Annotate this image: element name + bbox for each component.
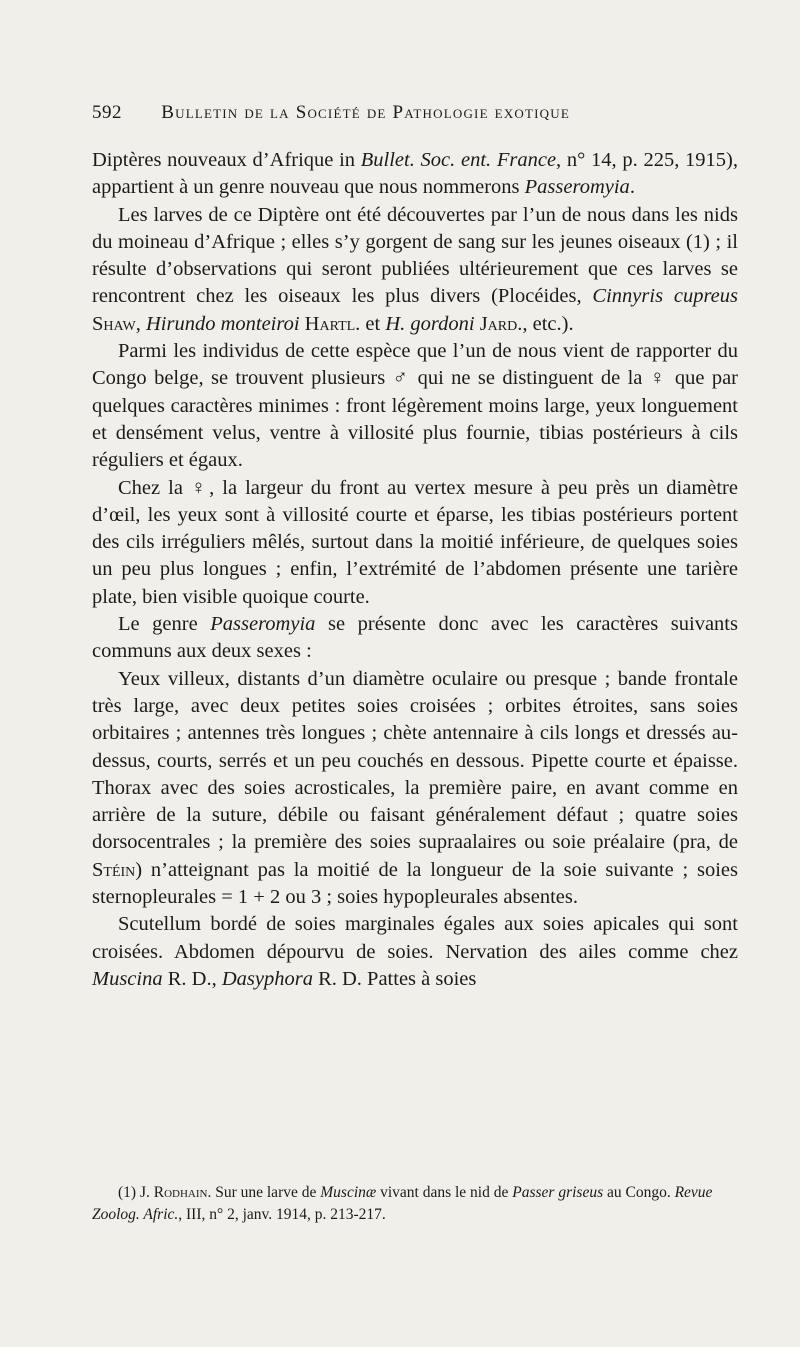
paragraph: Diptères nouveaux d’Afrique in Bullet. Soc. ent. France, n° 14, p. 225, 1915), appartient à un genre nouveau que nous nommerons Passeromyia. <box>92 149 738 199</box>
page-number: 592 <box>92 102 122 123</box>
body-text <box>92 147 738 993</box>
paragraph: Yeux villeux, distants d’un diamètre oculaire ou presque ; bande frontale très large, avec deux petites soies croisées ; orbites étroites, sans soies orbitaires ; antennes très longues ; chète antennaire à cils longs et dressés au-dessus, courts, serrés et un peu couchés en dessous. Pipette courte et épaisse. Thorax avec des soies acrosticales, la première paire, en avant comme en arrière de la suture, débile ou faisant généralement défaut ; quatre soies dorsocentrales ; la première des soies supraalaires ou soie préalaire (pra, de Stéin) n’atteignant pas la moitié de la longueur de la soie suivante ; soies sternopleurales = 1 + 2 ou 3 ; soies hypopleurales absentes. <box>92 667 738 909</box>
paragraph: Scutellum bordé de soies marginales égales aux soies apicales qui sont croisées. Abdomen dépourvu de soies. Nervation des ailes comme chez Muscina R. D., Dasyphora R. D. Pattes à soies <box>92 913 738 990</box>
paragraph: Le genre Passeromyia se présente donc avec les caractères suivants communs aux deux sexes : <box>92 613 738 663</box>
running-title: Bulletin de la Société de Pathologie exotique <box>161 102 570 123</box>
footnote: (1) J. Rodhain. Sur une larve de Muscinæ vivant dans le nid de Passer griseus au Congo. Revue Zoolog. Afric., III, n° 2, janv. 1914, p. 213-217. <box>92 1184 713 1223</box>
page-header <box>92 102 740 124</box>
paragraph: Chez la ♀, la largeur du front au vertex mesure à peu près un diamètre d’œil, les yeux sont à villosité courte et éparse, les tibias postérieurs portent des cils irréguliers mêlés, surtout dans la moitié inférieure, de quelques soies un peu plus longues ; enfin, l’extrémité de l’abdomen présente une tarière plate, bien visible quoique courte. <box>92 476 738 608</box>
paragraph: Parmi les individus de cette espèce que l’un de nous vient de rapporter du Congo belge, se trouvent plusieurs ♂ qui ne se distinguent de la ♀ que par quelques caractères minimes : front légèrement moins large, yeux longuement et densément velus, ventre à villosité plus fournie, tibias postérieurs à cils réguliers et égaux. <box>92 340 738 472</box>
paragraph: Les larves de ce Diptère ont été découvertes par l’un de nous dans les nids du moineau d’Afrique ; elles s’y gorgent de sang sur les jeunes oiseaux (1) ; il résulte d’observations qui seront publiées ultérieurement que ces larves se rencontrent chez les oiseaux les plus divers (Plocéides, Cinnyris cupreus Shaw, Hirundo monteiroi Hartl. et H. gordoni Jard., etc.). <box>92 203 739 335</box>
